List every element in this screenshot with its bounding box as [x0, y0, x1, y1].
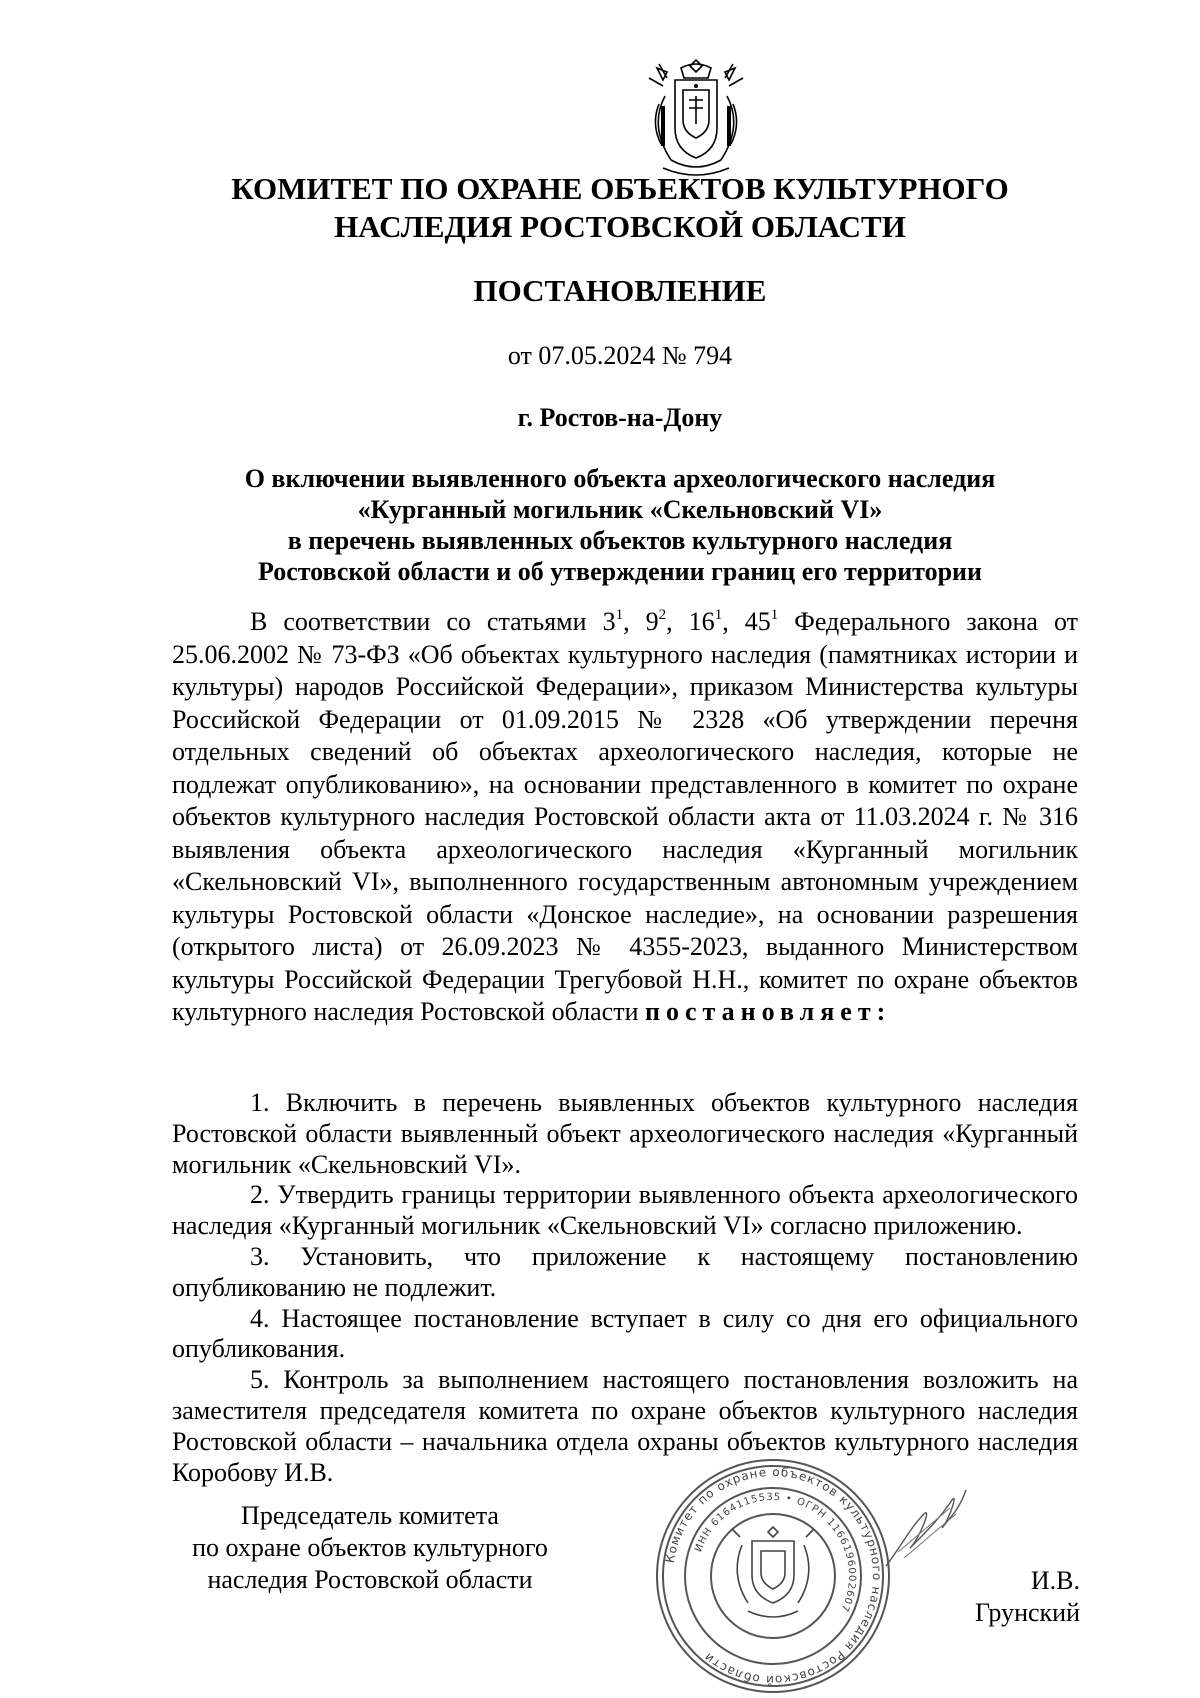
signatory-position-line-2: по охране объектов культурного — [192, 1533, 548, 1562]
article-superscript: 1 — [615, 607, 624, 623]
document-city: г. Ростов-на-Дону — [517, 403, 723, 432]
article-superscript: 1 — [770, 607, 779, 623]
signatory-position — [172, 1500, 568, 1596]
coat-of-arms-icon — [732, 1527, 814, 1617]
seal-outer-text: Комитет по охране объектов культурного наследия Ростовской области — [662, 1464, 885, 1688]
resolution-item: 1. Включить в перечень выявленных объектов культурного наследия Ростовской области выявленный объект археологического наследия «Курганный могильник «Скельновский VI». — [172, 1088, 1078, 1179]
preamble-lead: В соответствии со статьями 3 — [250, 607, 616, 636]
issuer-name — [160, 170, 1080, 246]
issuer-name-line-1: КОМИТЕТ ПО ОХРАНЕ ОБЪЕКТОВ КУЛЬТУРНОГО — [231, 171, 1009, 206]
resolution-item: 2. Утвердить границы территории выявленного объекта археологического наследия «Курганный могильник «Скельновский VI» согласно приложению. — [172, 1180, 1078, 1241]
document-title — [160, 463, 1080, 587]
signatory-name: И.В. Грунский — [975, 1566, 1080, 1627]
title-line-3: в перечень выявленных объектов культурного наследия — [287, 526, 953, 555]
title-line-4: Ростовской области и об утверждении границ его территории — [257, 557, 983, 586]
resolution-items — [172, 1088, 1078, 1488]
signatory-position-line-1: Председатель комитета — [241, 1501, 499, 1530]
preamble-separator: , 16 — [666, 607, 715, 636]
article-superscript: 2 — [658, 607, 667, 623]
preamble-paragraph — [172, 606, 1078, 1029]
preamble-separator: , 9 — [623, 607, 659, 636]
signatory-position-line-3: наследия Ростовской области — [207, 1565, 533, 1594]
document-date-number: от 07.05.2024 № 794 — [507, 341, 733, 370]
resolution-item: 4. Настоящее постановление вступает в силу со дня его официального опубликования. — [172, 1303, 1078, 1364]
handwritten-signature — [880, 1478, 970, 1578]
official-seal — [652, 1455, 894, 1697]
issuer-name-line-2: НАСЛЕДИЯ РОСТОВСКОЙ ОБЛАСТИ — [334, 209, 906, 244]
title-line-1: О включении выявленного объекта археологического наследия — [244, 464, 996, 493]
resolution-item: 3. Установить, что приложение к настоящему постановлению опубликованию не подлежит. — [172, 1241, 1078, 1302]
seal-inner-text: ИНН 6164115535 • ОГРН 1166196002607 — [693, 1491, 858, 1614]
document-type: ПОСТАНОВЛЕНИЕ — [473, 273, 767, 308]
preamble-separator: , 45 — [722, 607, 771, 636]
resolution-item: 5. Контроль за выполнением настоящего постановления возложить на заместителя председателя комитета по охране объектов культурного наследия Ростовской области – начальника отдела охраны объектов культурного наследия Коробову И.В. — [172, 1365, 1078, 1487]
article-superscript: 1 — [714, 607, 723, 623]
coat-of-arms-icon — [637, 56, 755, 180]
preamble-body: Федерального закона от 25.06.2002 № 73-ФЗ «Об объектах культурного наследия (памятниках истории и культуры) народов Российской Федерации», приказом Министерства культуры Российской Федерации от 01.09.2015 № 2328 «Об утверждении перечня отдельных сведений об объектах археологического наследия, которые не подлежат опубликованию», на основании представленного в комитет по охране объектов культурного наследия Ростовской области акта от 11.03.2024 г. № 316 выявления объекта археологического наследия «Курганный могильник «Скельновский VI», выполненного государственным автономным учреждением культуры Ростовской области «Донское наследие», на основании разрешения (открытого листа) от 26.09.2023 № 4355-2023, выданного Министерством культуры Российской Федерации Трегубовой Н.Н., комитет по охране объектов культурного наследия Ростовской области — [172, 607, 1078, 1026]
resolves-keyword: постановляет: — [645, 997, 892, 1026]
title-line-2: «Курганный могильник «Скельновский VI» — [357, 495, 883, 524]
